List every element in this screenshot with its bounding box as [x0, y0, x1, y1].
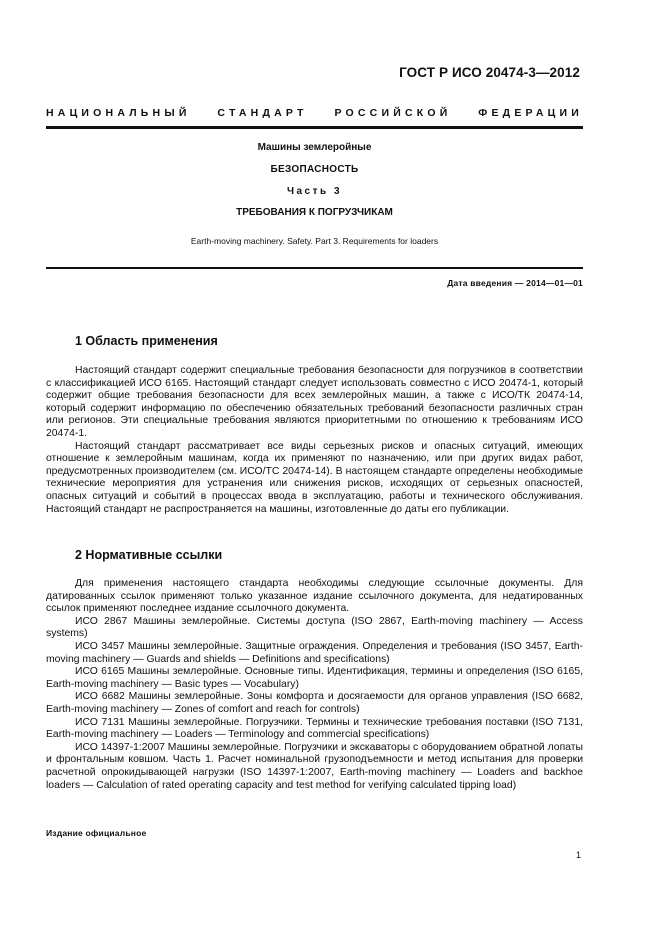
- national-standard-banner: [46, 107, 583, 119]
- english-title: Earth-moving machinery. Safety. Part 3. Requirements for loaders: [190, 236, 439, 246]
- section-body-scope: [46, 365, 583, 516]
- document-number: ГОСТ Р ИСО 20474-3—2012: [399, 65, 580, 80]
- paragraph: Для применения настоящего стандарта необходимы следующие ссылочные документы. Для датированных ссылок применяют только указанное издание ссылочного документа, для недатированных ссылок применяют последнее издание ссылочного документа.: [46, 578, 583, 615]
- page-number: 1: [575, 850, 581, 860]
- reference-item: ИСО 2867 Машины землеройные. Системы доступа (ISO 2867, Earth-moving machinery — Access systems): [46, 615, 583, 640]
- reference-item: ИСО 6165 Машины землеройные. Основные типы. Идентификация, термины и определения (ISO 6165, Earth-moving machinery — Basic types — Vocabulary): [46, 666, 583, 690]
- title-line-part: Часть 3: [286, 186, 343, 197]
- section-heading-references: 2 Нормативные ссылки: [75, 548, 223, 562]
- reference-item: ИСО 3457 Машины землеройные. Защитные ограждения. Определения и требования (ISO 3457, Earth-moving machinery — Guards and shields — Definitions and specifications): [46, 640, 583, 665]
- title-divider: [46, 267, 583, 269]
- title-line-safety: БЕЗОПАСНОСТЬ: [270, 164, 359, 175]
- section-body-references: [46, 578, 583, 792]
- header-divider: [46, 126, 583, 129]
- banner-word: РОССИЙСКОЙ: [334, 107, 452, 119]
- reference-item: ИСО 6682 Машины землеройные. Зоны комфорта и досягаемости для органов управления (ISO 6682, Earth-moving machinery — Zones of comfort and reach for controls): [46, 691, 583, 715]
- banner-word: СТАНДАРТ: [217, 107, 308, 119]
- reference-item: ИСО 7131 Машины землеройные. Погрузчики. Термины и технические требования поставки (ISO 7131, Earth-moving machinery — Loaders — Terminology and commercial specifications): [46, 716, 583, 741]
- introduction-date: Дата введения — 2014—01—01: [447, 278, 583, 288]
- banner-word: ФЕДЕРАЦИИ: [478, 107, 583, 119]
- title-line-machinery: Машины землеройные: [257, 142, 372, 153]
- paragraph: Настоящий стандарт рассматривает все виды серьезных рисков и опасных ситуаций, имеющих отношение к землеройным машинам, когда их применяют по назначению, или при других видах работ, предусмотренных производителем (см. ИСО/ТС 20474-14). В настоящем стандарте определены необходимые технические мероприятия для устранения или снижения рисков, исходящих от серьезных опасностей, опасных ситуаций и событий в процессах ввода в эксплуатацию, работы и технического обслуживания. Настоящий стандарт не распространяется на машины, изготовленные до даты его публикации.: [46, 440, 583, 515]
- section-heading-scope: 1 Область применения: [75, 334, 218, 348]
- title-line-requirements: ТРЕБОВАНИЯ К ПОГРУЗЧИКАМ: [236, 207, 393, 218]
- reference-item: ИСО 14397-1:2007 Машины землеройные. Погрузчики и экскаваторы с оборудованием обратной лопаты и фронтальным ковшом. Часть 1. Расчет номинальной грузоподъемности и метод испытания для проверки расчетной опрокидывающей нагрузки (ISO 14397-1:2007, Earth-moving machinery — Loaders and backhoe loaders — Calculation of rated operating capacity and test method for verifying calculated tipping load): [46, 741, 583, 791]
- official-edition-note: Издание официальное: [46, 828, 147, 838]
- paragraph: Настоящий стандарт содержит специальные требования безопасности для погрузчиков в соответствии с классификацией ИСО 6165. Настоящий стандарт следует использовать совместно с ИСО 20474-1, который содержит общие требования безопасности для всех землеройных машин, а также с ИСО/ТК 20474-14, который содержит информацию по обеспечению обязательных требований безопасности различных стран или регионов. Эти специальные требования являются приоритетными по отношению к требованиям ИСО 20474-1.: [46, 365, 583, 439]
- banner-word: НАЦИОНАЛЬНЫЙ: [46, 107, 191, 119]
